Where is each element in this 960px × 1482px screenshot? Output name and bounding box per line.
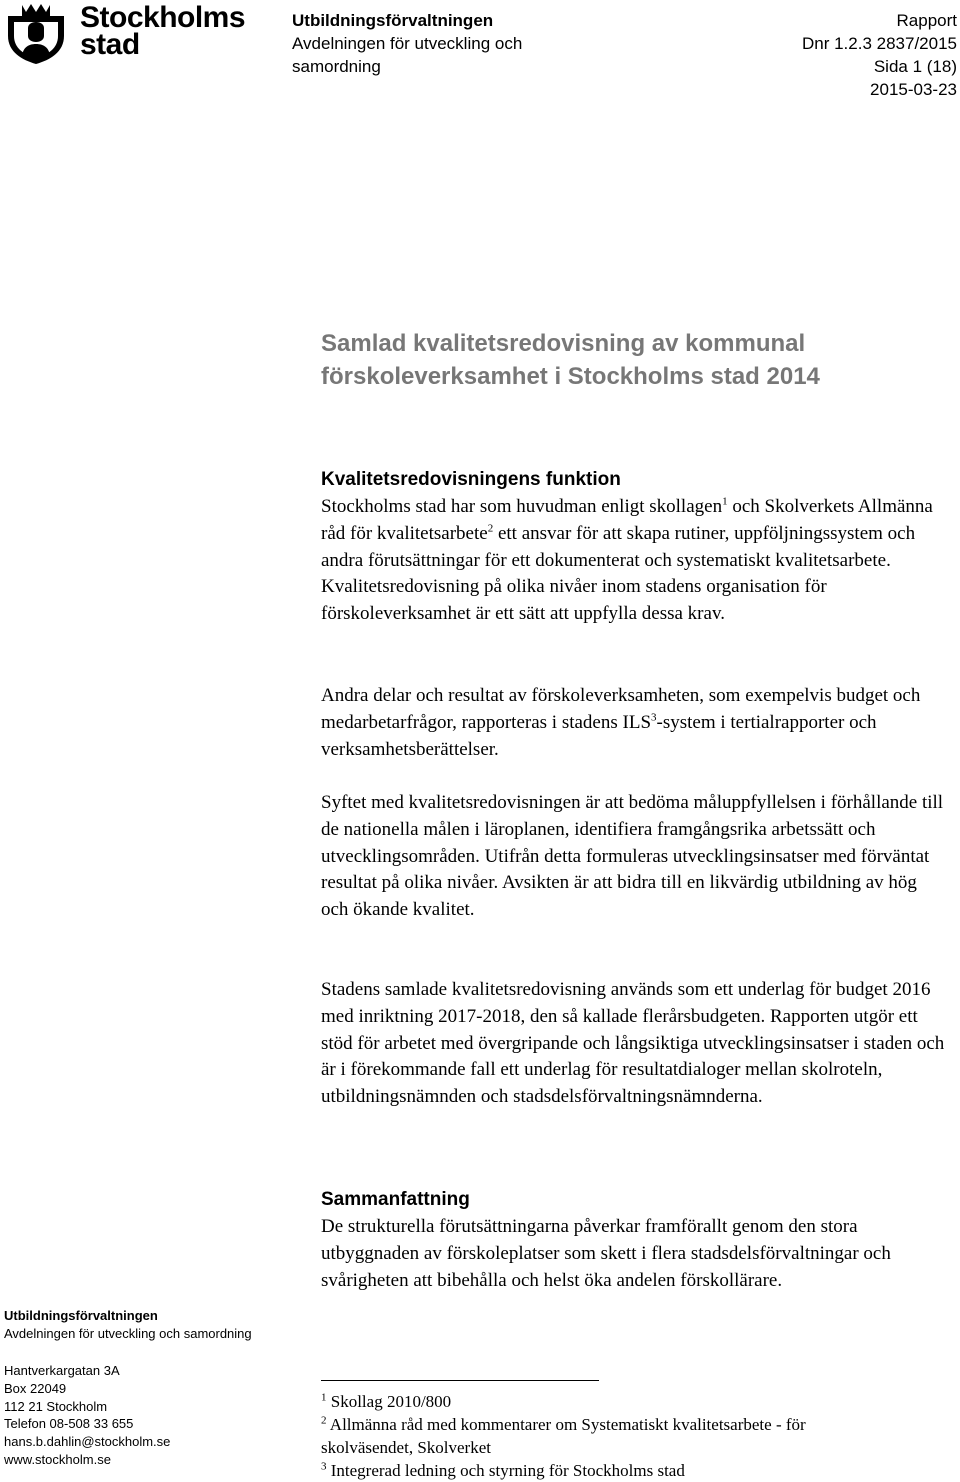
section1-body-4	[321, 977, 946, 1111]
footer-org-name: Utbildningsförvaltningen	[4, 1308, 158, 1323]
footnote-3	[321, 1459, 806, 1482]
logo-wordmark	[80, 1, 246, 61]
header-dept-line2: samordning	[292, 57, 381, 76]
paragraph-text: Stockholms stad har som huvudman enligt skollagen	[321, 496, 723, 517]
address-email: hans.b.dahlin@stockholm.se	[4, 1434, 171, 1450]
footnote-text: skolväsendet, Skolverket	[321, 1438, 491, 1457]
logo-line1: Stockholms	[80, 1, 246, 34]
stockholms-stad-logo	[4, 1, 246, 62]
address-web: www.stockholm.se	[4, 1451, 111, 1467]
header-dept-line1: Avdelningen för utveckling och	[292, 34, 523, 53]
footnote-text: Allmänna råd med kommentarer om Systematiskt kvalitetsarbete - för	[326, 1415, 806, 1434]
footnote-number: 1	[321, 1391, 327, 1404]
paragraph-text: och Skolverkets Allmänna råd för kvalitetsarbete	[321, 496, 933, 544]
logo-line2: stad	[80, 28, 140, 61]
address-phone: Telefon 08-508 33 655	[4, 1416, 134, 1432]
section-sammanfattning	[321, 1188, 946, 1212]
crest-icon	[4, 2, 68, 64]
title-line2: förskoleverksamhet i Stockholms stad 2014	[321, 363, 820, 390]
footnote-ref: 2	[487, 522, 494, 535]
footnote-text: Integrerad ledning och styrning för Stockholms stad	[326, 1461, 685, 1480]
document-date: 2015-03-23	[870, 80, 957, 99]
footnotes	[321, 1390, 806, 1482]
footnote-number: 2	[321, 1414, 327, 1427]
paragraph	[321, 494, 946, 628]
address-box: Box 22049	[4, 1380, 67, 1396]
footnote-2-cont	[321, 1436, 806, 1459]
footnote-ref: 1	[722, 495, 728, 508]
footer-dept: Avdelningen för utveckling och samordning	[4, 1326, 252, 1341]
footnote-divider	[321, 1380, 599, 1381]
footnote-number: 3	[321, 1460, 327, 1473]
section-heading: Sammanfattning	[321, 1189, 470, 1210]
section1-body-3	[321, 790, 946, 924]
footer-organization	[4, 1307, 252, 1343]
footer-address	[4, 1362, 170, 1469]
header-organization	[292, 9, 522, 78]
footnote-2	[321, 1413, 806, 1436]
paragraph: Stadens samlade kvalitetsredovisning används som ett underlag för budget 2016 med inriktning 2017-2018, den så kallade flerårsbudgeten. Rapporten utgör ett stöd för arbetet med övergripande och långsiktiga utvecklingsinsatser i staden och är i förekommande fall ett underlag för resultatdialoger mellan skolroteln, utbildningsnämnden och stadsdelsförvaltningsnämnderna.	[321, 979, 945, 1108]
section1-body	[321, 494, 946, 628]
paragraph-text: Andra delar och resultat av förskoleverksamheten, som exempelvis budget och medarbetarfrågor, rapporteras i stadens ILS	[321, 685, 921, 733]
section1-body-2	[321, 683, 946, 763]
title-line1: Samlad kvalitetsredovisning av kommunal	[321, 330, 806, 357]
footnote-ref: 3	[651, 711, 657, 724]
header-document-info	[802, 9, 957, 101]
section-heading: Kvalitetsredovisningens funktion	[321, 469, 621, 490]
address-street: Hantverkargatan 3A	[4, 1363, 120, 1378]
paragraph-text: -system i tertialrapporter och verksamhetsberättelser.	[321, 711, 877, 760]
section2-body	[321, 1214, 946, 1294]
footnote-1	[321, 1390, 806, 1413]
paragraph: De strukturella förutsättningarna påverkar framförallt genom den stora utbyggnaden av förskoleplatser som skett i flera stadsdelsförvaltningar och svårigheten att bibehålla och helst öka andelen förskollärare.	[321, 1216, 891, 1291]
document-number: Dnr 1.2.3 2837/2015	[801, 34, 957, 53]
document-type: Rapport	[896, 11, 957, 30]
paragraph: Syftet med kvalitetsredovisningen är att bedöma måluppfyllelsen i förhållande till de nationella målen i läroplanen, identifiera framgångsrika arbetssätt och utvecklingsområden. Utifrån detta formuleras utvecklingsinsatser med förväntat resultat på olika nivåer. Avsikten är att bidra till en likvärdig utbildning av hög och ökande kvalitet.	[321, 792, 944, 921]
page-number: Sida 1 (18)	[873, 57, 957, 76]
document-title	[321, 327, 941, 393]
paragraph-text: ett ansvar för att skapa rutiner, uppföljningssystem och andra förutsättningar för ett dokumenterat och systematiskt kvalitetsarbete. Kvalitetsredovisning på olika nivåer inom stadens organisation för förskoleverksamhet är ett sätt att uppfylla dessa krav.	[321, 522, 916, 625]
footnote-text: Skollag 2010/800	[326, 1392, 452, 1411]
paragraph	[321, 683, 946, 763]
section-kvalitetsredovisning	[321, 468, 946, 492]
address-postal: 112 21 Stockholm	[4, 1398, 108, 1414]
header-org-name: Utbildningsförvaltningen	[292, 11, 494, 30]
